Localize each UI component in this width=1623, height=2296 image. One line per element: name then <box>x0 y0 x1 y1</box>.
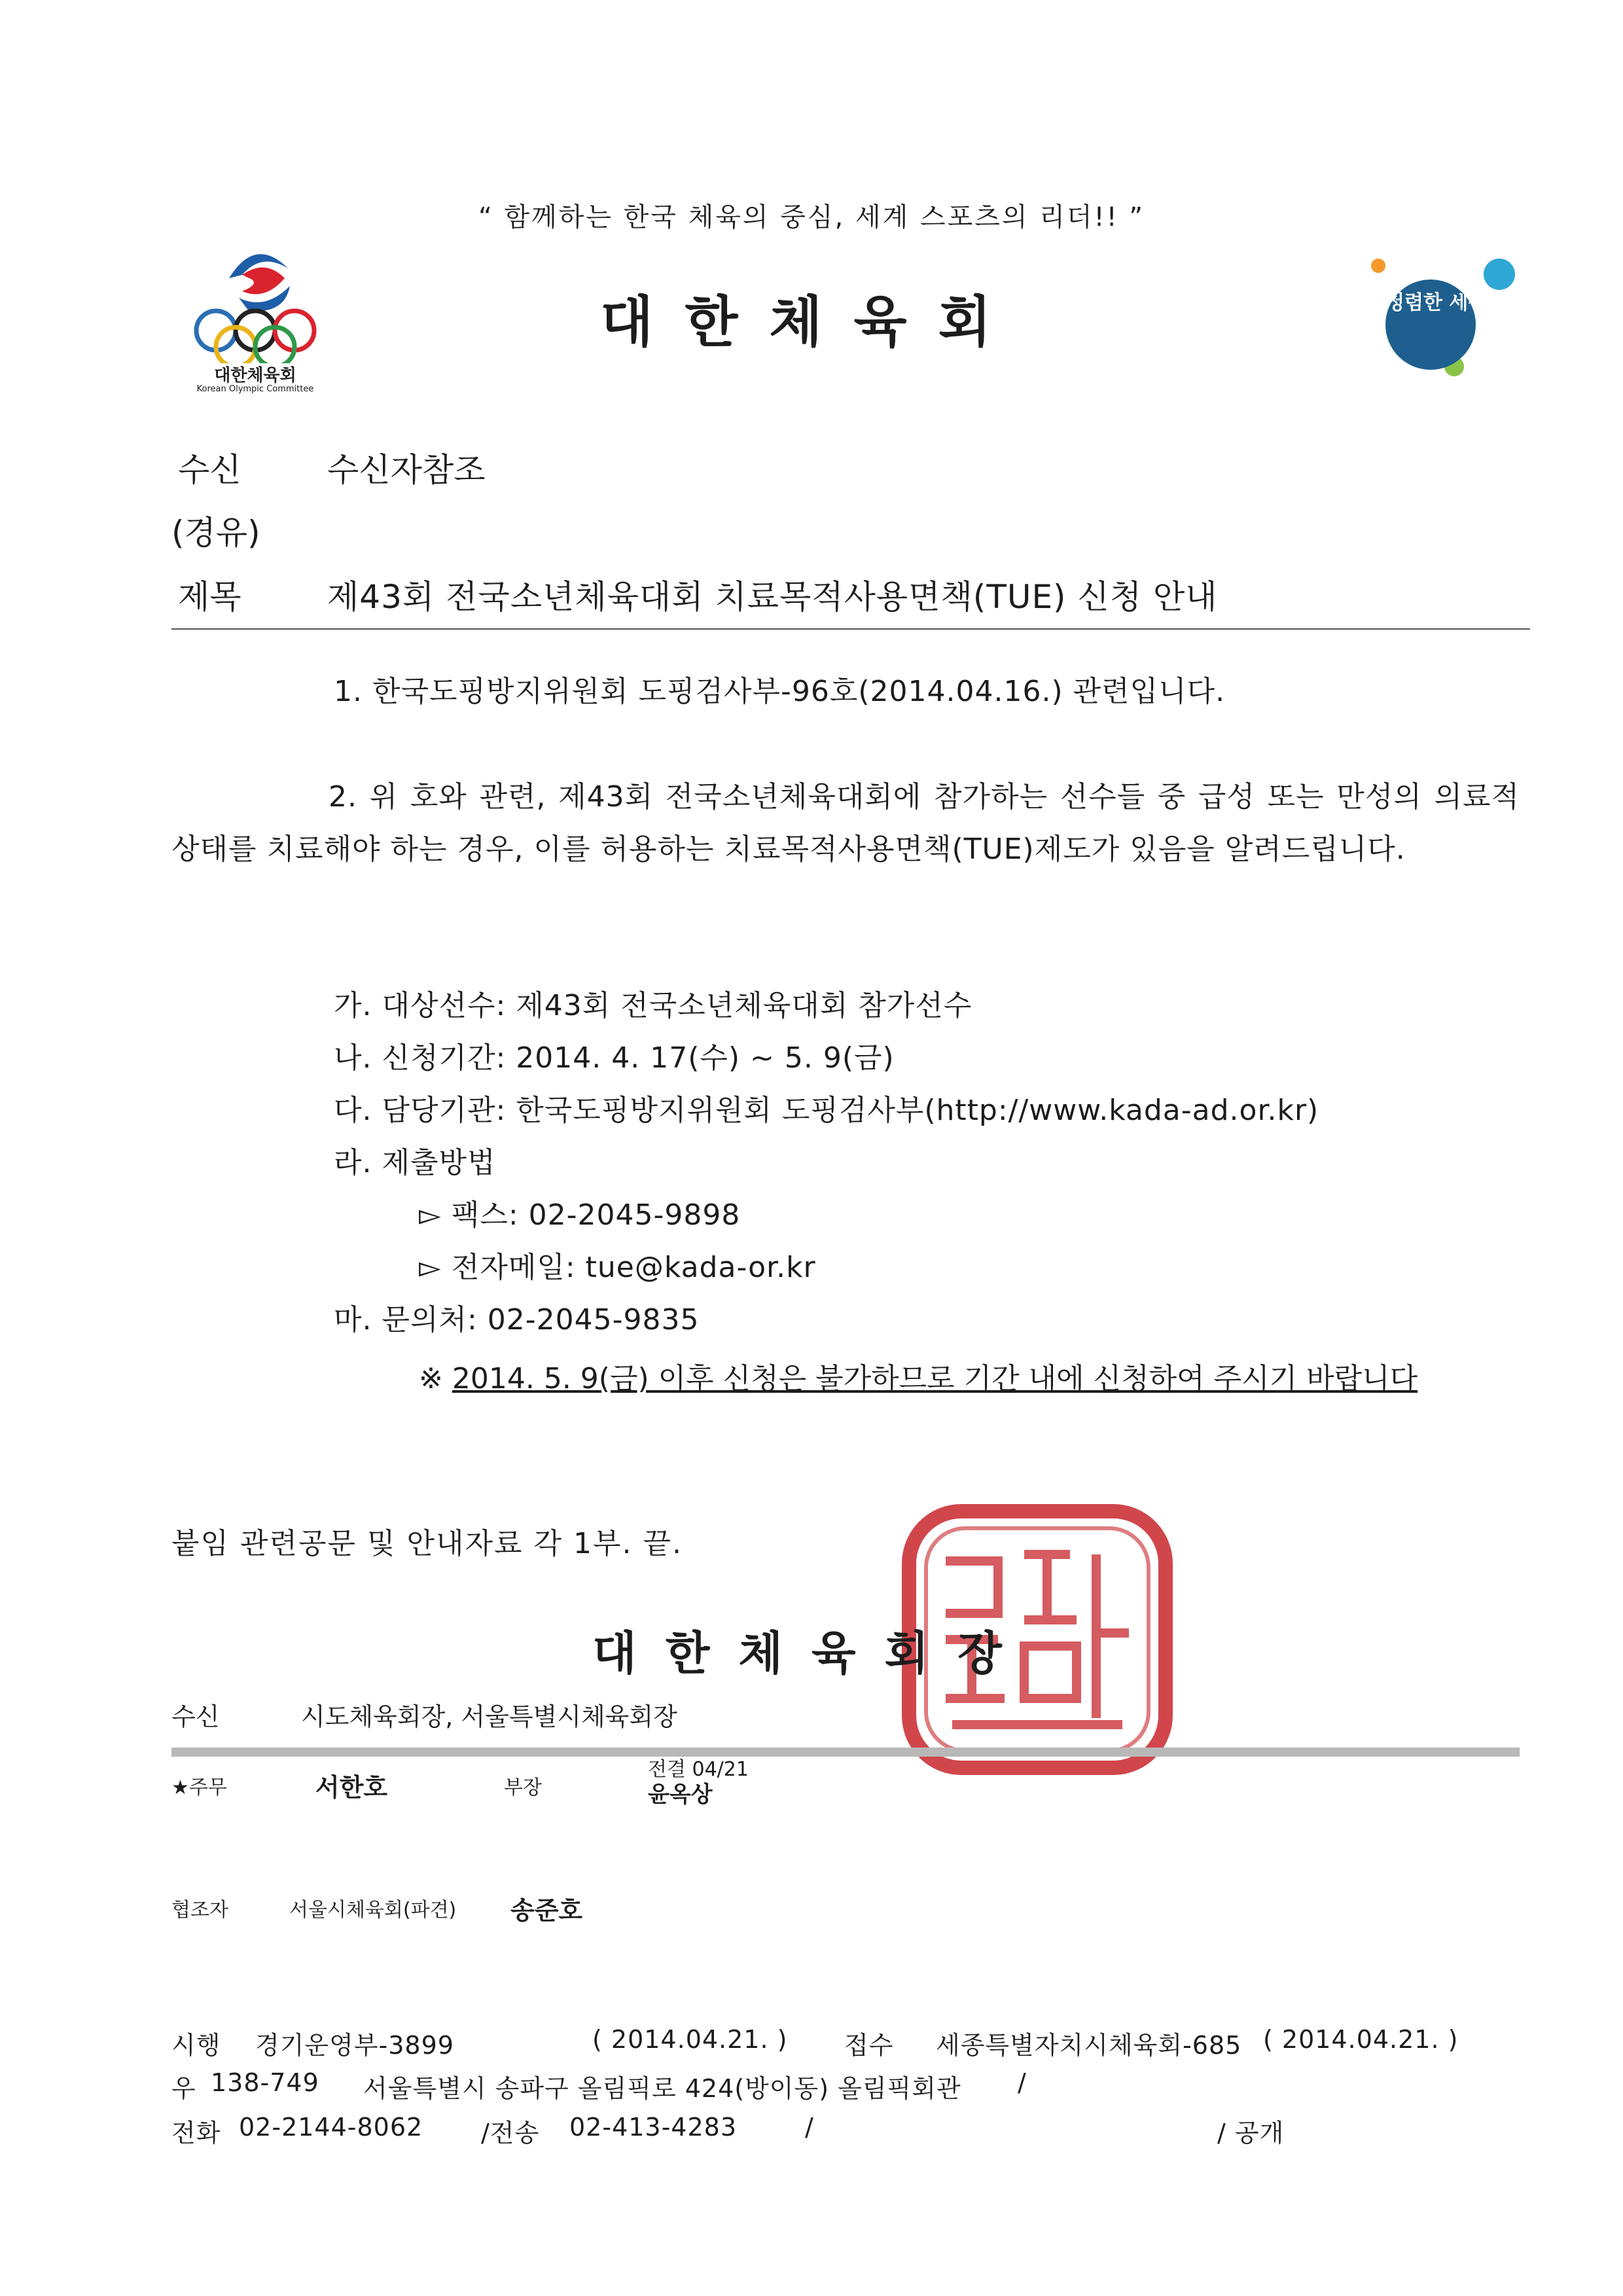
paragraph-2: 2. 위 호와 관련, 제43회 전국소년체육대회에 참가하는 선수들 중 급성 또는 만성의 의료적 상태를 치료해야 하는 경우, 이를 허용하는 치료목적사용면책(TUE)제도가 있음을 알려드립니다. <box>171 780 1520 866</box>
recipient-value: 수신자참조 <box>327 451 486 489</box>
notice-mark: ※ <box>419 1362 443 1395</box>
recipient-label: 수신 <box>178 451 241 489</box>
approver-name-1: 서한호 <box>315 1773 388 1802</box>
tel-label: 전화 <box>171 2119 221 2147</box>
divider <box>171 628 1530 630</box>
disclosure-status: / 공개 <box>1217 2119 1285 2147</box>
receive-label: 접수 <box>844 2031 894 2060</box>
final-approval-label: 전결 04/21 <box>648 1758 749 1781</box>
receive-date: ( 2014.04.21. ) <box>1263 2025 1459 2054</box>
logo-text: 대한체육회 <box>214 366 296 386</box>
slogan: “ 함께하는 한국 체육의 중심, 세계 스포츠의 리더!! ” <box>478 202 1145 232</box>
zip-code: 138-749 <box>211 2068 319 2097</box>
cooperator-label: 협조자 <box>171 1899 228 1922</box>
via-label: (경유) <box>171 514 260 552</box>
exec-number: 경기운영부-3899 <box>255 2031 454 2060</box>
attachment-note: 붙임 관련공문 및 안내자료 각 1부. 끝. <box>171 1527 683 1560</box>
blue-dot-icon <box>1484 259 1515 290</box>
item-contact: 마. 문의처: 02-2045-9835 <box>334 1303 700 1336</box>
item-method: 라. 제출방법 <box>334 1146 496 1179</box>
address: 서울특별시 송파구 올림픽로 424(방이동) 올림픽회관 <box>363 2074 961 2103</box>
zip-label: 우 <box>171 2074 196 2103</box>
signatory-title: 대한체육회장 <box>592 1626 1031 1680</box>
method-fax: ▻ 팩스: 02-2045-9898 <box>419 1198 741 1232</box>
subject-value: 제43회 전국소년체육대회 치료목적사용면책(TUE) 신청 안내 <box>327 578 1218 616</box>
item-agency: 다. 담당기관: 한국도핑방지위원회 도핑검사부(http://www.kada-ad.or.kr) <box>334 1094 1319 1127</box>
distribution-value: 시도체육회장, 서울특별시체육회장 <box>301 1702 677 1731</box>
cooperator-org: 서울시체육회(파견) <box>289 1899 457 1922</box>
item-period: 나. 신청기간: 2014. 4. 17(수) ~ 5. 9(금) <box>334 1041 895 1075</box>
item-target: 가. 대상선수: 제43회 전국소년체육대회 참가선수 <box>334 989 972 1022</box>
fax-number: 02-413-4283 <box>569 2113 738 2142</box>
paragraph-1: 1. 한국도핑방지위원회 도핑검사부-96호(2014.04.16.) 관련입니다. <box>334 675 1226 708</box>
approver-role-1: ★주무 <box>171 1776 227 1799</box>
method-email: ▻ 전자메일: tue@kada-or.kr <box>419 1251 816 1284</box>
logo-subtext: Korean Olympic Committee <box>196 384 314 394</box>
subject-label: 제목 <box>178 578 241 616</box>
logo-right-text: 청렴한 세상 <box>1385 291 1488 314</box>
receive-number: 세종특별자치시체육회-685 <box>936 2031 1242 2060</box>
approval-bar <box>171 1748 1520 1757</box>
approver-role-2: 부장 <box>504 1776 542 1799</box>
fax-label: /전송 <box>481 2119 540 2147</box>
integrity-logo <box>1371 252 1522 389</box>
approver-name-2: 윤옥상 <box>648 1782 713 1808</box>
tel-number: 02-2144-8062 <box>239 2113 423 2142</box>
deadline-notice <box>419 1355 1418 1397</box>
organization-title: 대한체육회 <box>600 290 1023 354</box>
orange-dot-icon <box>1371 259 1385 273</box>
cooperator-name: 송준호 <box>510 1896 583 1925</box>
email-separator: / <box>805 2113 814 2142</box>
exec-date: ( 2014.04.21. ) <box>592 2025 788 2054</box>
distribution-label: 수신 <box>171 1702 220 1731</box>
notice-text: 2014. 5. 9(금) 이후 신청은 불가하므로 기간 내에 신청하여 주시기 바랍니다 <box>452 1362 1418 1395</box>
address-separator: / <box>1018 2068 1027 2097</box>
exec-label: 시행 <box>171 2031 221 2060</box>
